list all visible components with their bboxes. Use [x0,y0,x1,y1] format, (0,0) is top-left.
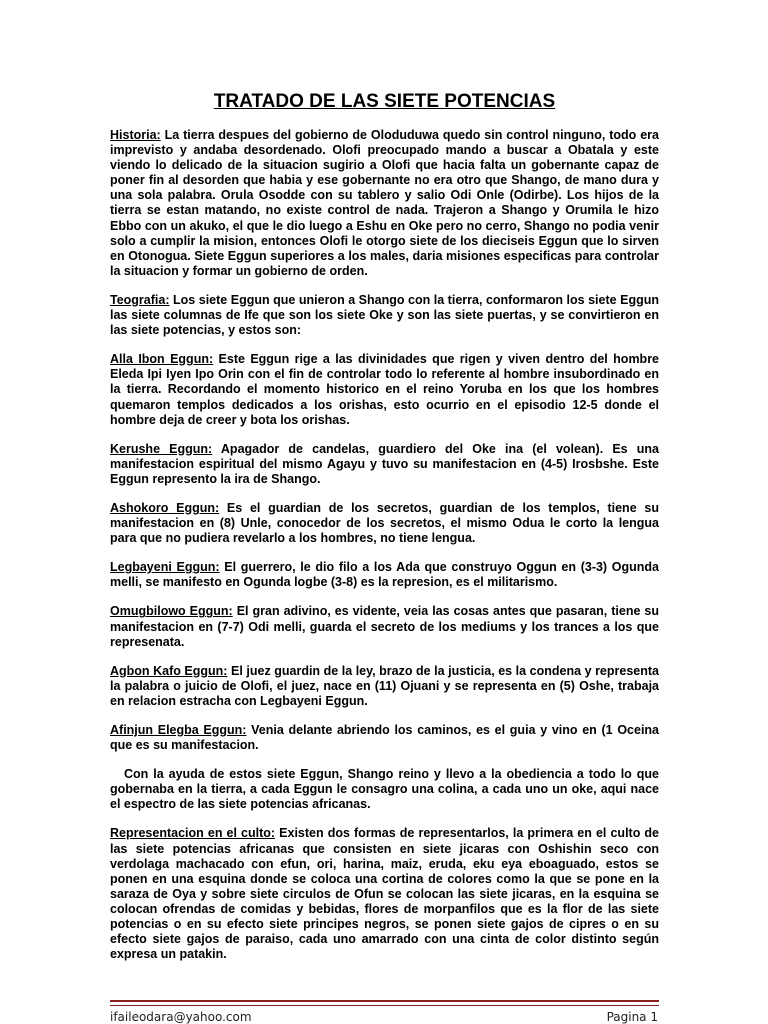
paragraph-conclusion [110,767,659,812]
section-label: Agbon Kafo Eggun: [110,663,228,678]
paragraph-afinjun [110,723,659,753]
section-label: Omugbilowo Eggun: [110,604,233,619]
paragraph-omugbilowo [110,604,659,649]
paragraph-legbayeni [110,560,659,590]
paragraph-kerushe [110,442,659,487]
section-label: Alla Ibon Eggun: [110,352,214,367]
section-label: Ashokoro Eggun: [110,500,220,515]
footer-email: ifaileodara@yahoo.com [110,1010,252,1024]
footer-page-number: Pagina 1 [606,1010,658,1024]
section-label: Teografia: [110,292,170,307]
paragraph-teografia [110,293,659,338]
footer-rule-thick [110,1000,659,1002]
document-body [110,128,659,976]
section-label: Kerushe Eggun: [110,441,213,456]
paragraph-text: El guerrero, le dio filo a los Ada que construyo Oggun en (3-3) Ogunda melli, se manifesto en Ogunda logbe (3-8) es la represion, es el militarismo. [110,560,659,590]
paragraph-representacion [110,826,659,962]
paragraph-text: Con la ayuda de estos siete Eggun, Shango reino y llevo a la obediencia a todo lo que gobernaba en la tierra, a cada Eggun le consagro una colina, a cada uno un oke, aqui nace el espectro de las siete potencias africanas. [110,767,659,812]
section-label: Legbayeni Eggun: [110,560,220,575]
paragraph-ashokoro [110,501,659,546]
section-label: Representacion en el culto: [110,826,276,841]
paragraph-text: Este Eggun rige a las divinidades que rigen y viven dentro del hombre Eleda Ipi Iyen Ipo Orin con el fin de controlar todo lo referente al hombre insubordinado en la tierra. Recordando el momento historico en el reino Yoruba en los que los hombres quemaron templos dedicados a los orishas, esto ocurrio en el episodio 12-5 donde el hombre deja de creer y bota los orishas. [110,352,660,427]
paragraph-agbon-kafo [110,664,659,709]
section-label: Afinjun Elegba Eggun: [110,723,247,737]
paragraph-text: Es el guardian de los secretos, guardian de los templos, tiene su manifestacion en (8) Unle, conocedor de los secretos, el mismo Odua le corto la lengua para que no pudiera revelarlo a los hombres, no tiene lengua. [110,500,659,546]
section-label: Historia: [110,128,161,142]
paragraph-text: Existen dos formas de representarlos, la primera en el culto de las siete potencias africanas que consisten en siete jicaras con Oshishin seco con verdolaga machacado con efun, ori, harina, maiz, eruda, eku eya eboaguado, estos se ponen en una esquina donde se coloca una cortina de colores como la que se pone en la saraza de Oya y sobre siete circulos de Ofun se colocan las siete jicaras, en la esquina se colocan ofrendas de comidas y bebidas, flores de morpanfilos que es la flor de las siete potencias o en su efecto siete principes negros, se ponen siete gajos de cipres o en su efecto siete gajos de paraiso, cada uno amarrado con una cinta de color distinto según expresa un patakin. [110,826,660,962]
paragraph-text: El juez guardin de la ley, brazo de la justicia, es la condena y representa la palabra o juicio de Olofi, el juez, nace en (11) Ojuani y se representa en (5) Oshe, trabaja en relacion estracha con Legbayeni Eggun. [110,663,659,708]
paragraph-alla-ibon [110,352,659,427]
document-title: TRATADO DE LAS SIETE POTENCIAS [213,91,556,112]
paragraph-text: Apagador de candelas, guardiero del Oke ina (el volean). Es una manifestacion espiritual del mismo Agayu y tuvo su manifestacion en (4-5) Irosbshe. Este Eggun represento la ira de Shango. [110,441,659,486]
footer-rule-thin [110,1005,659,1006]
paragraph-historia [110,128,659,279]
paragraph-text: El gran adivino, es vidente, veia las cosas antes que pasaran, tiene su manifestacion en (7-7) Odi melli, guarda el secreto de los mediums y los trances a los que represenata. [110,604,659,649]
paragraph-text: La tierra despues del gobierno de Oloduduwa quedo sin control ninguno, todo era imprevisto y andaba desordenado. Olofi preocupado mando a buscar a Obatala y este viendo lo delicado de la situacion sugirio a Olofi que hacia falta un gobernante capaz de poner fin al desorden que habia y ese gobernante no era otro que Shango, de mano dura y una sola palabra. Orula Osodde con su tablero y salio Odi Onle (Odirbe). Los hijos de la tierra se estan matando, no existe control de nada. Trajeron a Shango y Orumila le hizo Ebbo con un akuko, el que le dio luego a Eshu en Oke pero no cerro, Shango no podia venir solo a cumplir la mision, entonces Olofi le otorgo siete de los dieciseis Eggun que lo sirven en Otonogua. Siete Eggun superiores a los males, daria misiones especificas para controlar la situacion y formar un gobierno de orden. [110,128,659,278]
paragraph-text: Los siete Eggun que unieron a Shango con la tierra, conformaron los siete Eggun las siete columnas de Ife que son los siete Oke y son las siete puertas, y se convirtieron en las siete potencias, y estos son: [110,292,659,338]
paragraph-text: Venia delante abriendo los caminos, es el guia y vino en (1 Oceina que es su manifestacion. [110,723,660,753]
